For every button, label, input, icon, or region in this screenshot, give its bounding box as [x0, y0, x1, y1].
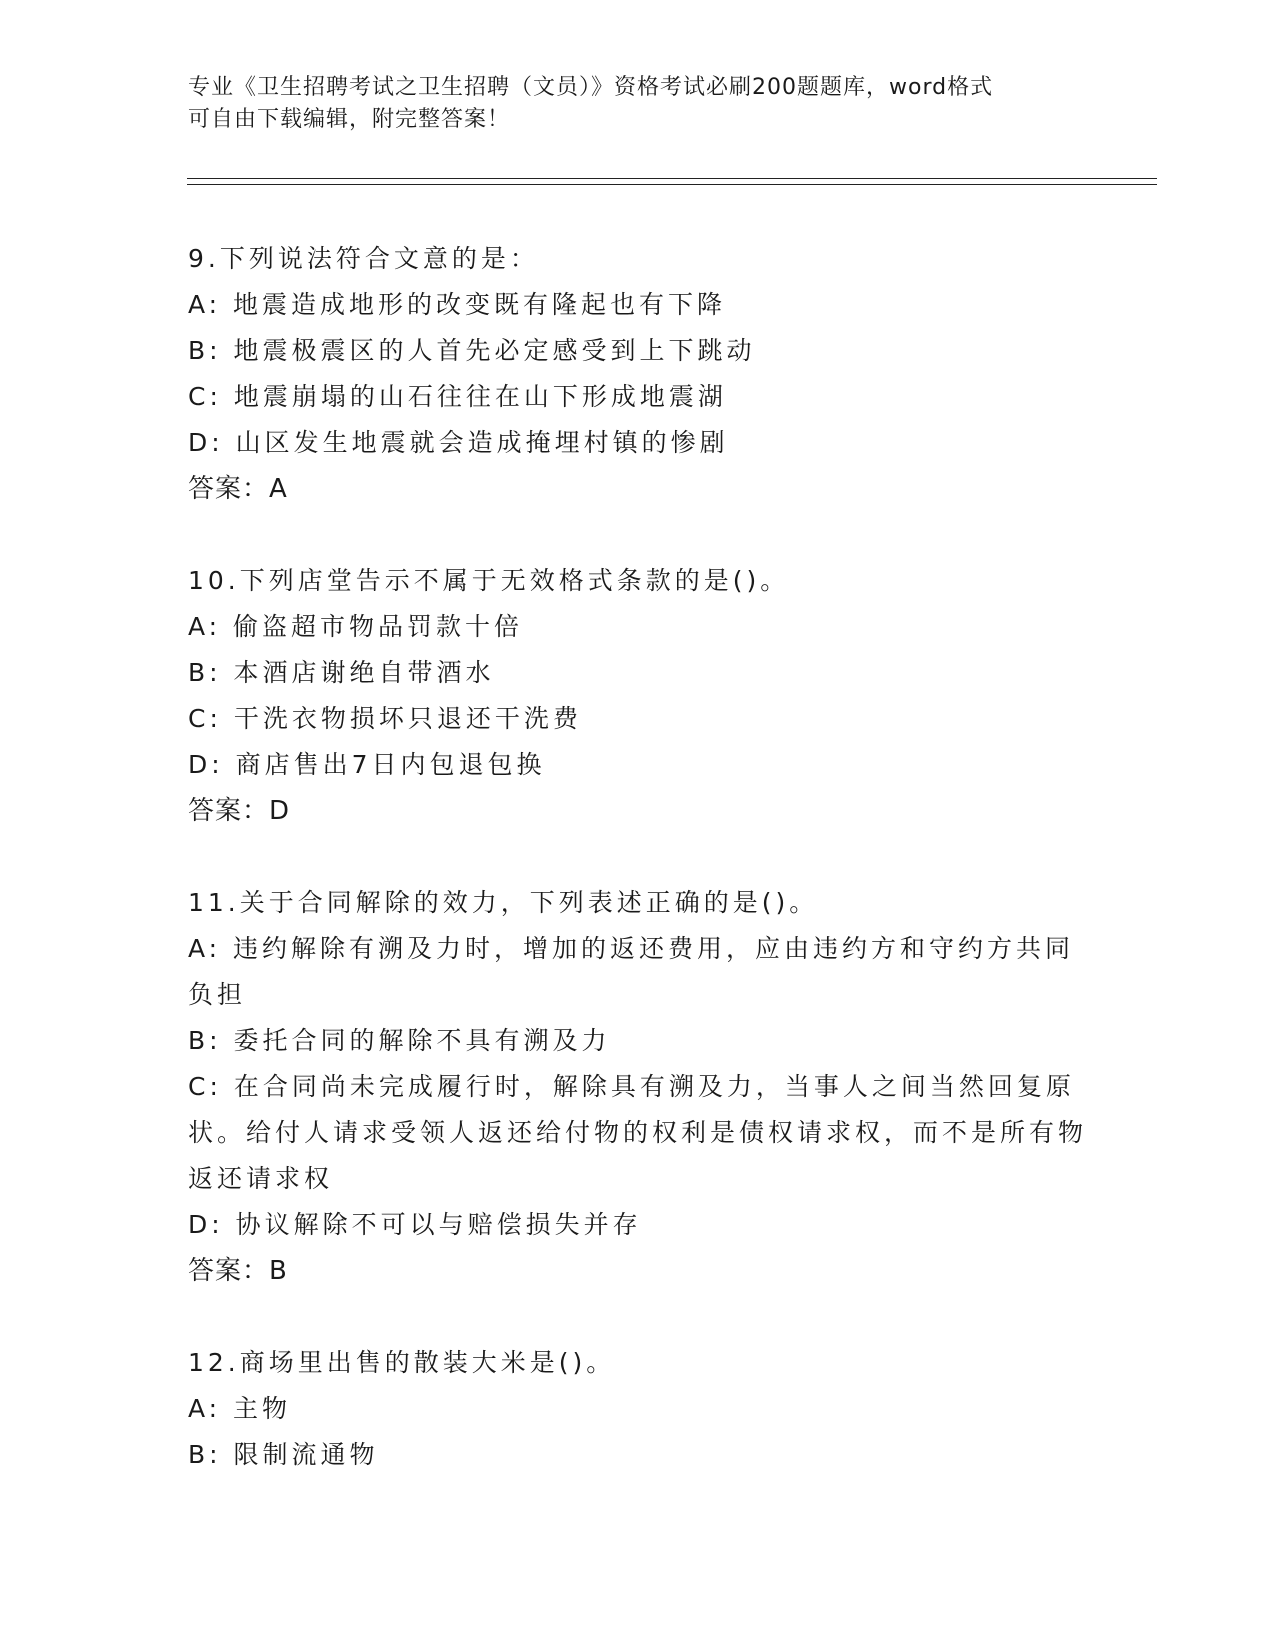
option-b: B: 限制流通物 [188, 1440, 379, 1469]
question-11 [188, 880, 1088, 1294]
option-c: C: 干洗衣物损坏只退还干洗费 [188, 704, 582, 733]
answer-label: 答案：A [188, 474, 288, 504]
option-d: D: 协议解除不可以与赔偿损失并存 [188, 1210, 642, 1239]
option-b: B: 委托合同的解除不具有溯及力 [188, 1026, 611, 1055]
question-9 [188, 236, 1088, 512]
header-divider-top [187, 178, 1157, 179]
option-a: A: 偷盗超市物品罚款十倍 [188, 612, 524, 641]
question-10 [188, 558, 1088, 834]
question-stem: 12.商场里出售的散装大米是()。 [188, 1348, 616, 1377]
option-a: A: 违约解除有溯及力时，增加的返还费用，应由违约方和守约方共同负担 [188, 934, 1075, 1009]
option-b: B: 地震极震区的人首先必定感受到上下跳动 [188, 336, 756, 365]
question-stem: 9.下列说法符合文意的是： [188, 244, 539, 273]
answer-label: 答案：D [188, 796, 291, 826]
header-title-line-2: 可自由下载编辑，附完整答案！ [188, 107, 511, 132]
document-header [188, 72, 1088, 136]
question-stem: 11.关于合同解除的效力，下列表述正确的是()。 [188, 888, 819, 917]
option-b: B: 本酒店谢绝自带酒水 [188, 658, 495, 687]
question-stem: 10.下列店堂告示不属于无效格式条款的是()。 [188, 566, 790, 595]
question-list [188, 236, 1088, 1524]
option-c: C: 在合同尚未完成履行时，解除具有溯及力，当事人之间当然回复原状。给付人请求受领人返还给付物的权利是债权请求权，而不是所有物返还请求权 [188, 1072, 1088, 1193]
option-c: C: 地震崩塌的山石往往在山下形成地震湖 [188, 382, 727, 411]
header-title-line-1: 专业《卫生招聘考试之卫生招聘（文员）》资格考试必刷200题题库，word格式 [188, 75, 994, 100]
answer-label: 答案：B [188, 1256, 288, 1286]
option-a: A: 地震造成地形的改变既有隆起也有下降 [188, 290, 727, 319]
option-a: A: 主物 [188, 1394, 292, 1423]
question-12 [188, 1340, 1088, 1478]
option-d: D: 山区发生地震就会造成掩埋村镇的惨剧 [188, 428, 729, 457]
header-divider-bottom [187, 184, 1157, 185]
option-d: D: 商店售出7日内包退包换 [188, 750, 546, 779]
